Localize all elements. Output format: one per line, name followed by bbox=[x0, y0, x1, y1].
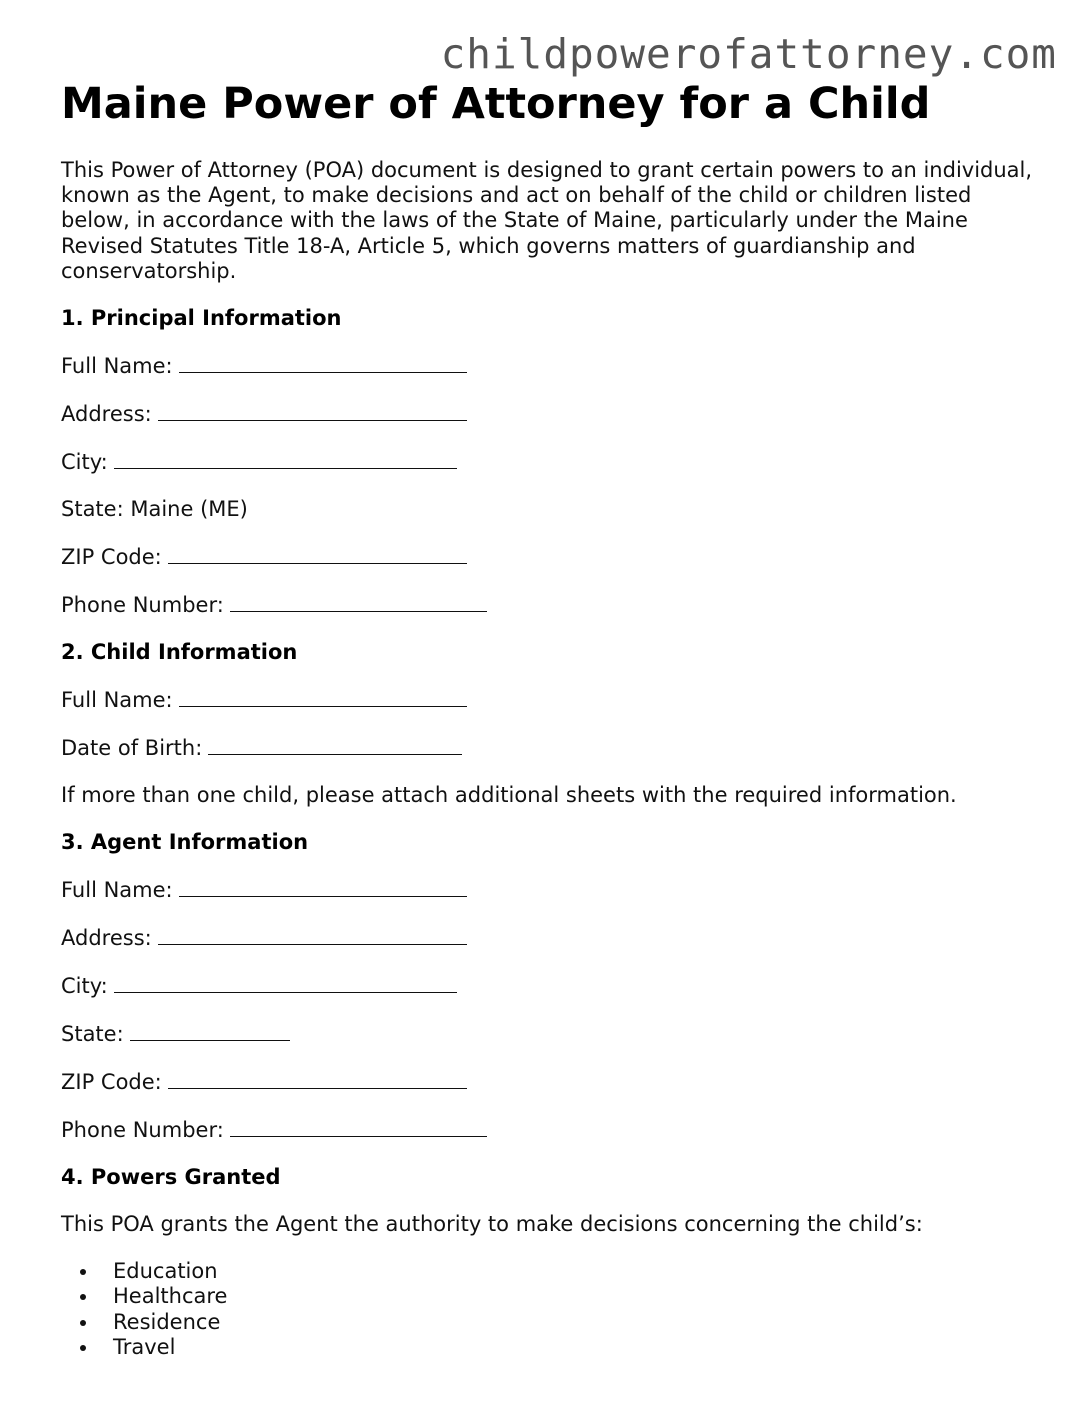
principal-city-label: City: bbox=[61, 450, 108, 475]
powers-list-item: Residence bbox=[113, 1310, 1041, 1335]
principal-address-label: Address: bbox=[61, 402, 152, 427]
agent-phone-field[interactable] bbox=[230, 1117, 487, 1137]
agent-zip-label: ZIP Code: bbox=[61, 1070, 162, 1095]
principal-full-name-label: Full Name: bbox=[61, 354, 173, 379]
agent-address-field[interactable] bbox=[158, 925, 467, 945]
section-1-heading: 1. Principal Information bbox=[61, 306, 342, 331]
agent-zip-field[interactable] bbox=[168, 1069, 467, 1089]
principal-phone-line bbox=[61, 592, 1041, 618]
principal-phone-label: Phone Number: bbox=[61, 593, 224, 618]
child-full-name-field[interactable] bbox=[179, 687, 467, 707]
principal-address-line bbox=[61, 401, 1041, 427]
principal-zip-label: ZIP Code: bbox=[61, 545, 162, 570]
principal-city-line bbox=[61, 449, 1041, 475]
principal-state-label: State: Maine (ME) bbox=[61, 497, 248, 522]
principal-zip-field[interactable] bbox=[168, 544, 467, 564]
principal-city-field[interactable] bbox=[114, 449, 457, 469]
document-page bbox=[61, 76, 1041, 1360]
agent-state-label: State: bbox=[61, 1022, 124, 1047]
principal-phone-field[interactable] bbox=[230, 592, 487, 612]
principal-full-name-field[interactable] bbox=[179, 353, 467, 373]
section-3-heading: 3. Agent Information bbox=[61, 830, 309, 855]
principal-address-field[interactable] bbox=[158, 401, 467, 421]
agent-state-field[interactable] bbox=[130, 1021, 290, 1041]
section-2-heading: 2. Child Information bbox=[61, 640, 298, 665]
agent-full-name-field[interactable] bbox=[179, 877, 467, 897]
principal-full-name-line bbox=[61, 353, 1041, 379]
child-note: If more than one child, please attach additional sheets with the required information. bbox=[61, 783, 957, 808]
intro-paragraph: This Power of Attorney (POA) document is designed to grant certain powers to an individual, known as the Agent, to make decisions and act on behalf of the child or children listed below, in accordance with the laws of the State of Maine, particularly under the Maine Revised Statutes Title 18-A, Article 5, which governs matters of guardianship and conservatorship. bbox=[61, 158, 1033, 283]
powers-list bbox=[61, 1259, 1041, 1360]
principal-zip-line bbox=[61, 544, 1041, 570]
agent-city-line bbox=[61, 973, 1041, 999]
principal-state-line bbox=[61, 497, 1041, 522]
agent-city-label: City: bbox=[61, 974, 108, 999]
agent-address-label: Address: bbox=[61, 926, 152, 951]
child-dob-line bbox=[61, 735, 1041, 761]
child-full-name-label: Full Name: bbox=[61, 688, 173, 713]
child-full-name-line bbox=[61, 687, 1041, 713]
powers-list-item: Education bbox=[113, 1259, 1041, 1284]
powers-list-item: Travel bbox=[113, 1335, 1041, 1360]
agent-city-field[interactable] bbox=[114, 973, 457, 993]
child-dob-label: Date of Birth: bbox=[61, 736, 203, 761]
powers-list-item: Healthcare bbox=[113, 1284, 1041, 1309]
agent-phone-line bbox=[61, 1117, 1041, 1143]
section-4-heading: 4. Powers Granted bbox=[61, 1165, 281, 1190]
site-watermark: childpowerofattorney.com bbox=[440, 30, 1057, 78]
agent-state-line bbox=[61, 1021, 1041, 1047]
powers-text: This POA grants the Agent the authority to make decisions concerning the child’s: bbox=[61, 1212, 923, 1237]
document-title: Maine Power of Attorney for a Child bbox=[61, 79, 931, 129]
child-dob-field[interactable] bbox=[208, 735, 462, 755]
agent-address-line bbox=[61, 925, 1041, 951]
agent-full-name-label: Full Name: bbox=[61, 878, 173, 903]
agent-zip-line bbox=[61, 1069, 1041, 1095]
agent-full-name-line bbox=[61, 877, 1041, 903]
agent-phone-label: Phone Number: bbox=[61, 1118, 224, 1143]
